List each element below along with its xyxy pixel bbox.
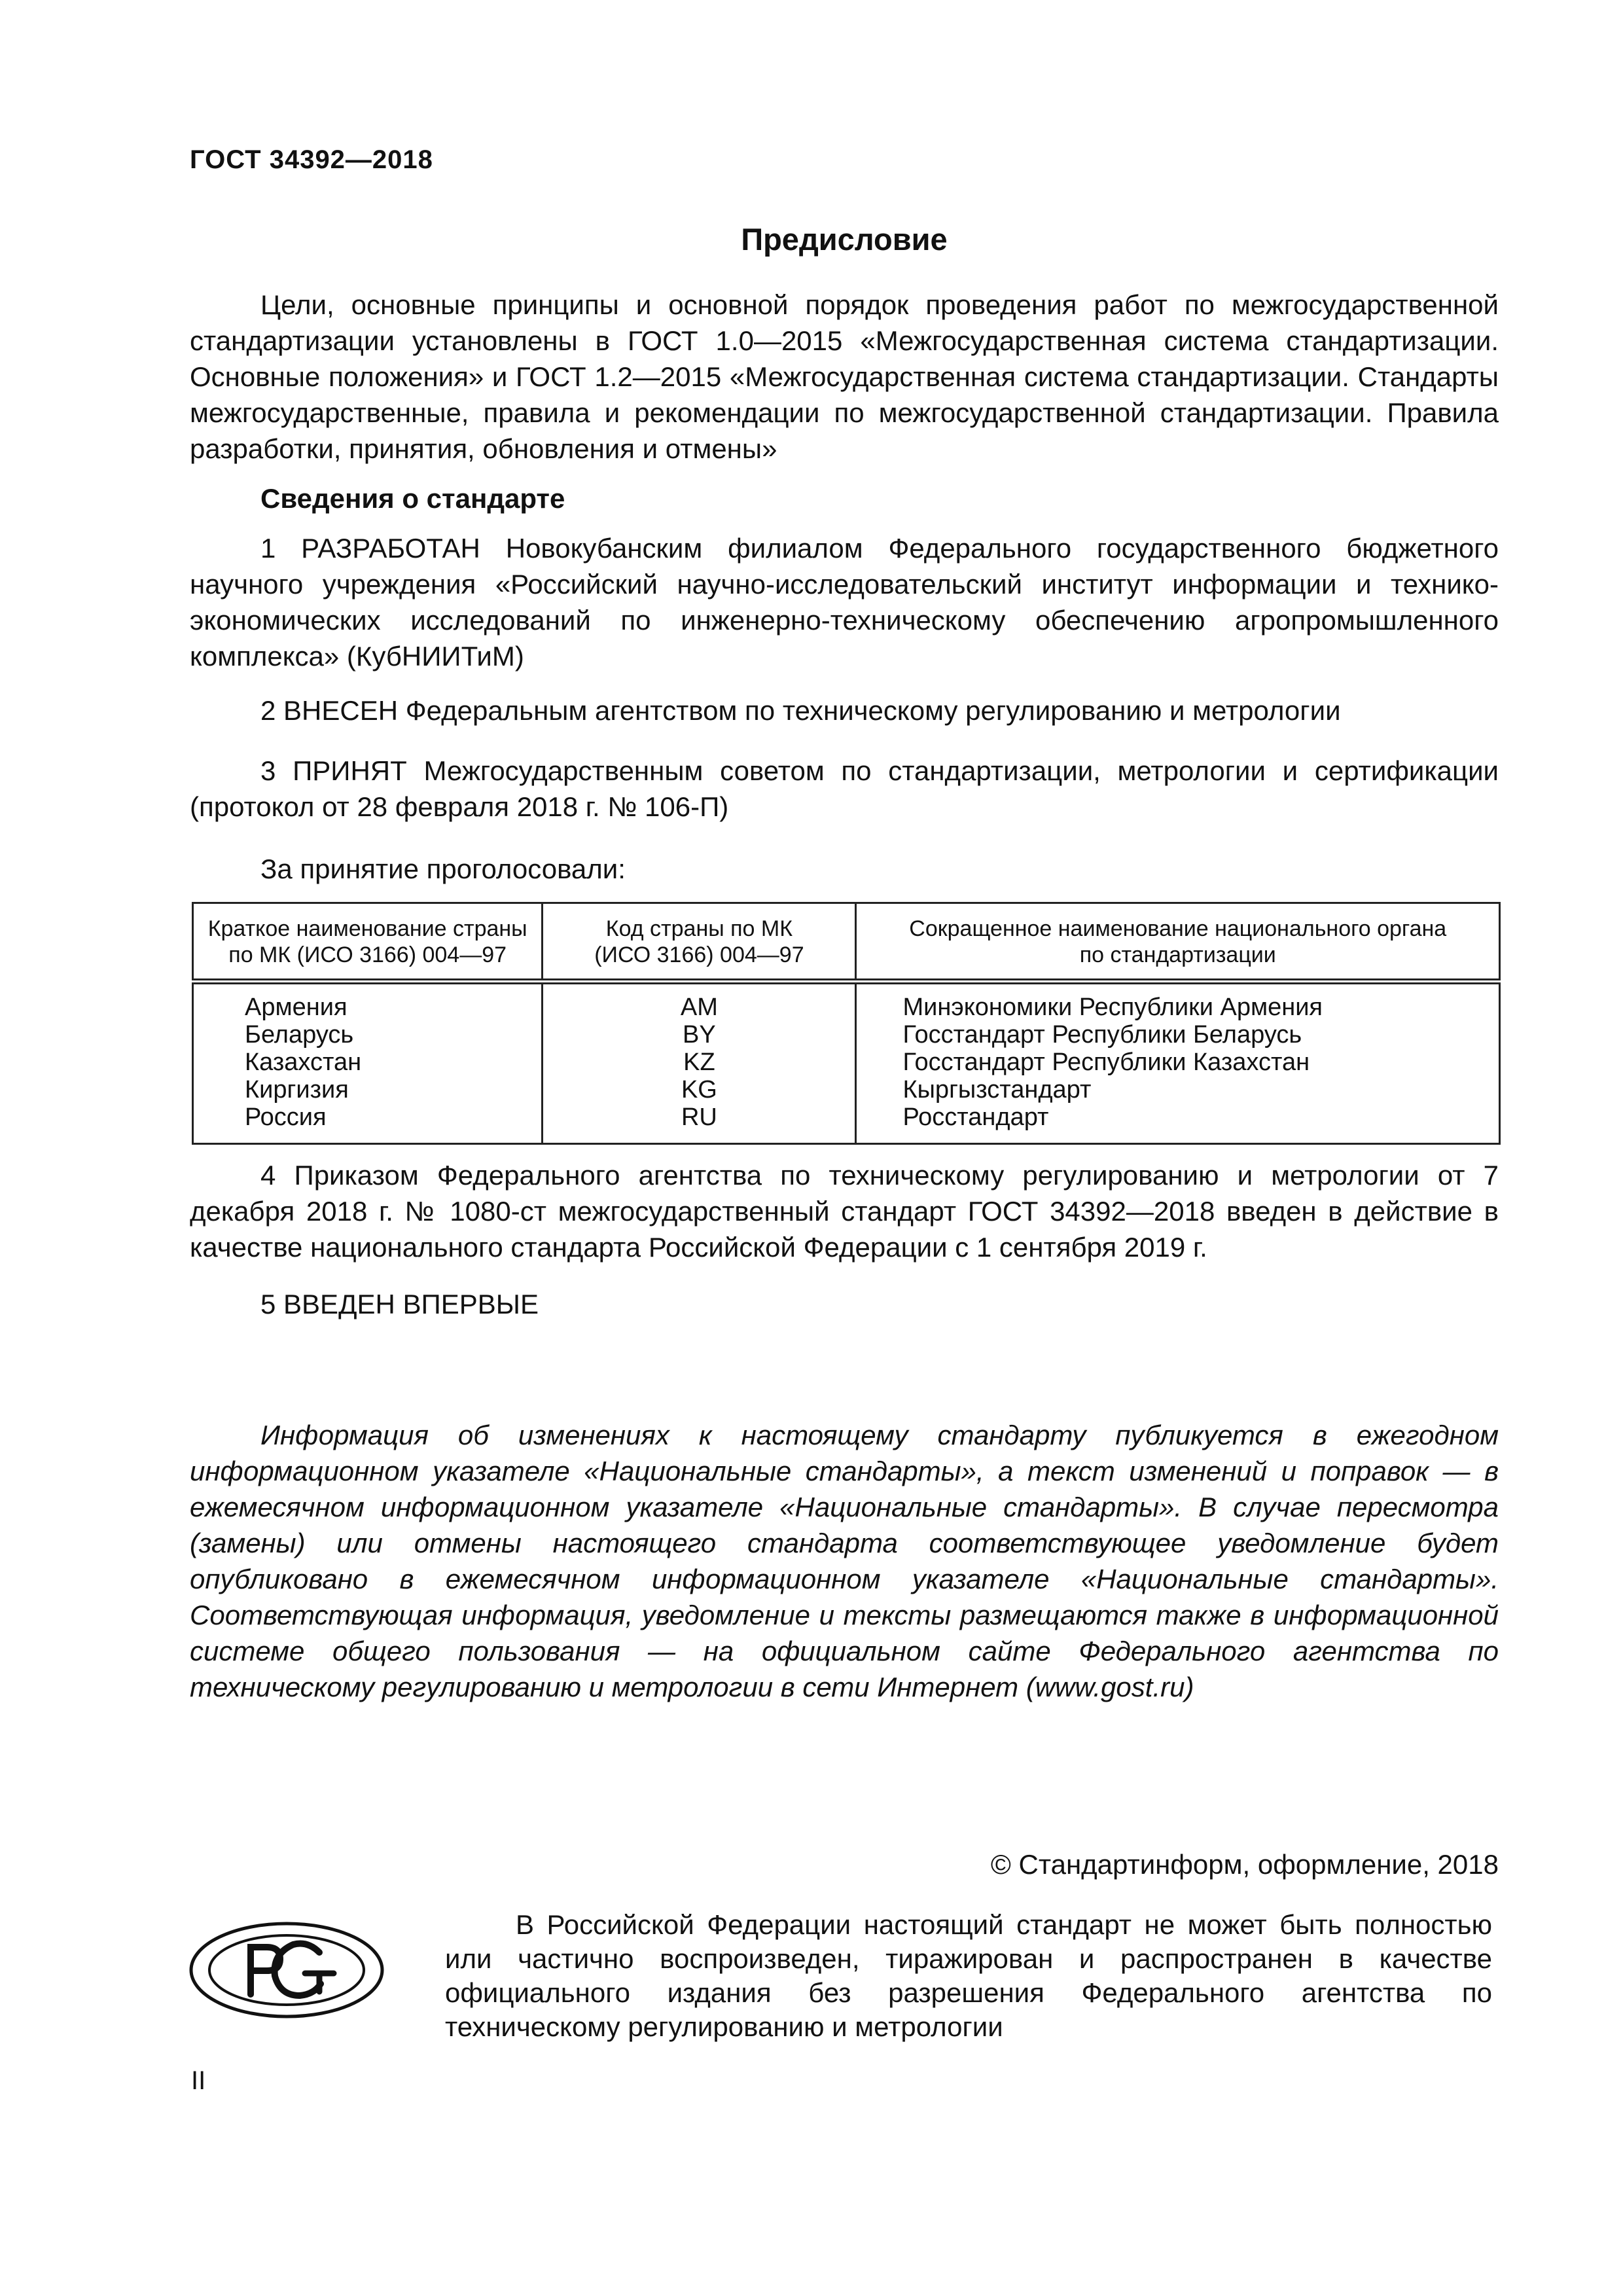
country-cell: Беларусь [193,1021,543,1049]
country-cell: Киргизия [193,1076,543,1103]
header-code-line1: Код страны по МК [605,916,793,941]
copyright-line: © Стандартинформ, оформление, 2018 [990,1849,1499,1880]
code-cell: RU [543,1103,856,1144]
table-row [193,1103,1500,1144]
item-first: 5 ВВЕДЕН ВПЕРВЫЕ [260,1289,539,1319]
table-row [193,1076,1500,1103]
header-body [856,903,1500,982]
document-code-header: ГОСТ 34392—2018 [190,145,433,174]
code-cell: AM [543,982,856,1022]
changes-notice: Информация об изменениях к настоящему стандарту публикуется в ежегодном информационном указателе «Национальные стандарты», а текст изменений и поправок — в ежемесячном информационном указателе «Национальные стандарты». В случае пересмотра (замены) или отмены настоящего стандарта соответствующее уведомление будет опубликовано в ежемесячном информационном указателе «Национальные стандарты». Соответствующая информация, уведомление и тексты размещаются также в информационной системе общего пользования — на официальном сайте Федерального агентства по техническому регулированию и метрологии в сети Интернет (www.gost.ru) [190,1420,1499,1702]
header-body-line1: Сокращенное наименование национального органа [909,916,1447,941]
table-row [193,1021,1500,1049]
body-cell: Госстандарт Республики Беларусь [856,1021,1500,1049]
voted-caption: За принятие проголосовали: [260,853,626,884]
item-developed: 1 РАЗРАБОТАН Новокубанским филиалом Федерального государственного бюджетного научного учреждения «Российский научно-исследовательский институт информации и технико-экономических исследований по инженерно-техническому обеспечению агропромышленного комплекса» (КубНИИТиМ) [190,533,1499,672]
header-code-line2: (ИСО 3166) 004—97 [594,942,804,967]
body-cell: Минэкономики Республики Армения [856,982,1500,1022]
code-cell: KG [543,1076,856,1103]
reproduction-rights-notice: В Российской Федерации настоящий стандарт не может быть полностью или частично воспроизведен, тиражирован и распространен в качестве официального издания без разрешения Федерального агентства по техническому регулированию и метрологии [445,1909,1492,2042]
intro-paragraph: Цели, основные принципы и основной порядок проведения работ по межгосударственной стандартизации установлены в ГОСТ 1.0—2015 «Межгосударственная система стандартизации. Основные положения» и ГОСТ 1.2—2015 «Межгосударственная система стандартизации. Стандарты межгосударственные, правила и рекомендации по межгосударственной стандартизации. Правила разработки, принятия, обновления и отмены» [190,289,1499,464]
code-cell: KZ [543,1049,856,1076]
country-cell: Казахстан [193,1049,543,1076]
item-order: 4 Приказом Федерального агентства по техническому регулированию и метрологии от 7 декабря 2018 г. № 1080-ст межгосударственный стандарт ГОСТ 34392—2018 введен в действие в качестве национального стандарта Российской Федерации с 1 сентября 2019 г. [190,1160,1499,1263]
header-country-line1: Краткое наименование страны [207,916,527,941]
standard-info-heading: Сведения о стандарте [260,483,565,514]
table-row [193,982,1500,1022]
item-introduced: 2 ВНЕСЕН Федеральным агентством по техническому регулированию и метрологии [260,695,1341,726]
header-code [543,903,856,982]
header-body-line2: по стандартизации [1079,942,1276,967]
table-header-row [193,903,1500,982]
header-country [193,903,543,982]
header-country-line2: по МК (ИСО 3166) 004—97 [228,942,507,967]
country-cell: Армения [193,982,543,1022]
item-adopted: 3 ПРИНЯТ Межгосударственным советом по стандартизации, метрологии и сертификации (протокол от 28 февраля 2018 г. № 106-П) [190,755,1499,822]
page-title: Предисловие [741,222,948,257]
code-cell: BY [543,1021,856,1049]
body-cell: Госстандарт Республики Казахстан [856,1049,1500,1076]
country-cell: Россия [193,1103,543,1144]
body-cell: Росстандарт [856,1103,1500,1144]
body-cell: Кыргызстандарт [856,1076,1500,1103]
page-number: II [191,2066,206,2095]
voting-table [192,902,1501,1145]
gost-r-mark-icon [188,1921,385,2019]
table-row [193,1049,1500,1076]
